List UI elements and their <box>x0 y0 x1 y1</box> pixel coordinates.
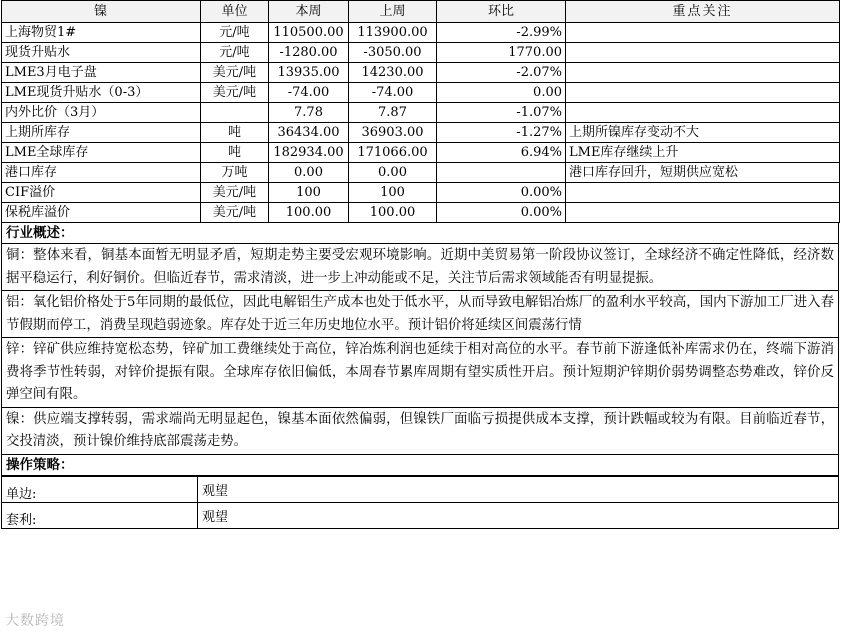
row-note <box>566 43 840 63</box>
row-change: -1.27% <box>437 123 566 143</box>
row-this-week: 36434.00 <box>269 123 349 143</box>
header-last-week: 上周 <box>349 1 437 23</box>
row-this-week: 100 <box>269 183 349 203</box>
overview-paragraph-copper: 铜：整体来看，铜基本面暂无明显矛盾，短期走势主要受宏观环境影响。近期中美贸易第一阶段协议签订，全球经济不确定性降低，经济数据平稳运行，利好铜价。但临近春节，需求清淡，进一步上冲动能或不足，关注节后需求领域能否有明显提振。 <box>2 244 838 291</box>
row-change: 0.00% <box>437 183 566 203</box>
row-this-week: 110500.00 <box>269 23 349 43</box>
row-note <box>566 103 840 123</box>
overview-paragraph-nickel: 镍：供应端支撑转弱，需求端尚无明显起色，镍基本面依然偏弱，但镍铁厂面临亏损提供成本支撑，预计跌幅或较为有限。目前临近春节，交投清淡，预计镍价维持底部震荡走势。 <box>6 411 834 449</box>
row-last-week: 0.00 <box>349 163 437 183</box>
table-row <box>2 103 840 123</box>
strategy-value-single: 观望 <box>198 476 839 502</box>
row-name: CIF溢价 <box>2 183 201 203</box>
row-change: -2.07% <box>437 63 566 83</box>
watermark-logo: 大数跨境 <box>5 613 65 629</box>
row-last-week: 113900.00 <box>349 23 437 43</box>
row-unit <box>201 103 269 123</box>
table-row <box>2 183 840 203</box>
row-name: 现货升贴水 <box>2 43 201 63</box>
row-note: 上期所镍库存变动不大 <box>566 123 840 143</box>
row-name: 保税库溢价 <box>2 203 201 223</box>
row-change: 0.00 <box>437 83 566 103</box>
strategy-label-arbitrage: 套利: <box>2 502 198 528</box>
row-unit: 万吨 <box>201 163 269 183</box>
row-last-week: 14230.00 <box>349 63 437 83</box>
row-last-week: -74.00 <box>349 83 437 103</box>
row-change: -2.99% <box>437 23 566 43</box>
row-note <box>566 83 840 103</box>
row-name: LME现货升贴水（0-3） <box>2 83 201 103</box>
header-change: 环比 <box>437 1 566 23</box>
strategy-title: 操作策略： <box>6 456 74 473</box>
row-note <box>566 23 840 43</box>
table-header-row <box>2 1 840 23</box>
table-row <box>2 163 840 183</box>
row-unit: 吨 <box>201 143 269 163</box>
table-row <box>2 123 840 143</box>
row-this-week: -74.00 <box>269 83 349 103</box>
row-name: LME3月电子盘 <box>2 63 201 83</box>
row-last-week: 100 <box>349 183 437 203</box>
row-last-week: -3050.00 <box>349 43 437 63</box>
industry-overview <box>1 223 839 455</box>
row-name: 港口库存 <box>2 163 201 183</box>
overview-paragraph-zinc: 锌：锌矿供应维持宽松态势，锌矿加工费继续处于高位，锌冶炼利润也延续于相对高位的水平。春节前下游逢低补库需求仍在，终端下游消费将季节性转弱，对锌价提振有限。全球库存依旧偏低，本周春节累库周期有望实质性开启。预计短期沪锌期价弱势调整态势难改，锌价反弹空间有限。 <box>2 338 838 408</box>
row-unit: 元/吨 <box>201 23 269 43</box>
row-change <box>437 163 566 183</box>
row-this-week: 13935.00 <box>269 63 349 83</box>
row-change: 0.00% <box>437 203 566 223</box>
table-row <box>2 63 840 83</box>
row-name: 上期所库存 <box>2 123 201 143</box>
table-row <box>2 23 840 43</box>
strategy-label-single: 单边: <box>2 476 198 502</box>
header-focus: 重点关注 <box>566 1 840 23</box>
strategy-row <box>2 476 839 502</box>
row-note <box>566 203 840 223</box>
metal-title: 镍 <box>2 1 201 23</box>
row-name: LME全球库存 <box>2 143 201 163</box>
strategy-value-arbitrage: 观望 <box>198 502 839 528</box>
table-row <box>2 83 840 103</box>
row-note <box>566 183 840 203</box>
row-change: 1770.00 <box>437 43 566 63</box>
header-this-week: 本周 <box>269 1 349 23</box>
row-this-week: 100.00 <box>269 203 349 223</box>
row-this-week: 0.00 <box>269 163 349 183</box>
row-this-week: 7.78 <box>269 103 349 123</box>
strategy-row <box>2 502 839 528</box>
strategy-section <box>1 455 839 476</box>
row-change: -1.07% <box>437 103 566 123</box>
row-note: 港口库存回升，短期供应宽松 <box>566 163 840 183</box>
nickel-price-table <box>1 0 840 223</box>
table-row <box>2 143 840 163</box>
header-unit: 单位 <box>201 1 269 23</box>
row-last-week: 171066.00 <box>349 143 437 163</box>
row-this-week: -1280.00 <box>269 43 349 63</box>
row-name: 上海物贸1# <box>2 23 201 43</box>
row-unit: 美元/吨 <box>201 63 269 83</box>
overview-title: 行业概述： <box>2 223 838 244</box>
row-last-week: 36903.00 <box>349 123 437 143</box>
nickel-weekly-report <box>1 0 839 633</box>
row-note <box>566 63 840 83</box>
row-unit: 美元/吨 <box>201 183 269 203</box>
table-row <box>2 203 840 223</box>
row-unit: 美元/吨 <box>201 83 269 103</box>
strategy-table <box>1 476 839 529</box>
row-unit: 吨 <box>201 123 269 143</box>
row-unit: 美元/吨 <box>201 203 269 223</box>
row-this-week: 182934.00 <box>269 143 349 163</box>
row-unit: 元/吨 <box>201 43 269 63</box>
row-last-week: 7.87 <box>349 103 437 123</box>
row-change: 6.94% <box>437 143 566 163</box>
row-note: LME库存继续上升 <box>566 143 840 163</box>
overview-paragraph-aluminum: 铝：氧化铝价格处于5年同期的最低位，因此电解铝生产成本也处于低水平，从而导致电解铝冶炼厂的盈利水平较高，国内下游加工厂进入春节假期而停工，消费呈现趋弱迹象。库存处于近三年历史地位水平。预计铝价将延续区间震荡行情 <box>2 291 838 338</box>
table-row <box>2 43 840 63</box>
row-last-week: 100.00 <box>349 203 437 223</box>
row-name: 内外比价（3月） <box>2 103 201 123</box>
